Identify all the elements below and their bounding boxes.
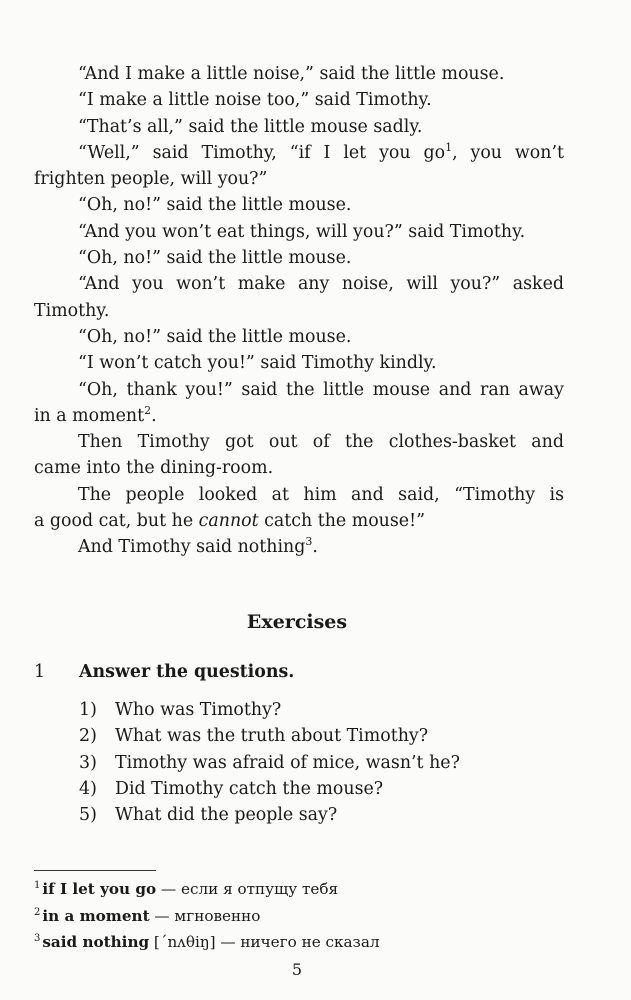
task-instruction: Answer the questions. bbox=[79, 662, 295, 682]
footnote: $^2$ in a moment — мгновенно bbox=[34, 906, 261, 925]
emphasis: cannot bbox=[198, 511, 259, 532]
paragraph: “Oh, no!” said the little mouse. bbox=[78, 195, 352, 216]
paragraph: “And I make a little noise,” said the little mouse. bbox=[78, 64, 505, 84]
paragraph: “And you won’t eat things, will you?” said Timothy. bbox=[78, 221, 526, 242]
footnote-divider bbox=[34, 870, 156, 871]
footnote-ref-3: 3 bbox=[305, 535, 313, 549]
paragraph: “Well,” said Timothy, “if I let you $go^1$, you won’t frighten people, will you?” bbox=[34, 140, 564, 190]
footnote: $^1$ if I let you go — если я отпущу тебя bbox=[34, 880, 339, 898]
list-item: 5) What did the people say? bbox=[79, 805, 338, 826]
footnote-ref-2: 2 bbox=[144, 403, 152, 417]
footnote-ref-1: 1 bbox=[445, 140, 453, 154]
paragraph: “And you won’t make any noise, will you?” asked Timothy. bbox=[34, 274, 564, 321]
paragraph: And Timothy said nothing$^3$. bbox=[78, 535, 318, 558]
exercises-heading: Exercises bbox=[246, 611, 348, 633]
paragraph: “Oh, no!” said the little mouse. bbox=[78, 248, 352, 269]
list-item: 3) Timothy was afraid of mice, wasn’t he? bbox=[79, 752, 460, 773]
list-item: 1) Who was Timothy? bbox=[79, 700, 282, 720]
footnotes bbox=[34, 876, 380, 956]
question-list bbox=[79, 697, 460, 828]
paragraph: “Oh, no!” said the little mouse. bbox=[78, 326, 352, 347]
paragraph: “That’s all,” said the little mouse sadly. bbox=[78, 116, 423, 137]
paragraph: Then Timothy got out of the clothes-basket and came into the dining-room. bbox=[34, 432, 564, 479]
story-text bbox=[34, 61, 564, 561]
paragraph: “Oh, thank you!” said the little mouse and ran away in a moment$^2$. bbox=[34, 379, 564, 426]
list-item: 4) Did Timothy catch the mouse? bbox=[79, 778, 384, 799]
page-number: 5 bbox=[291, 960, 303, 979]
task-number: 1 bbox=[34, 662, 46, 682]
footnote: $^3$ said nothing [ˊnʌθiŋ] — ничего не сказал bbox=[34, 933, 380, 951]
list-item: 2) What was the truth about Timothy? bbox=[79, 726, 429, 747]
paragraph: The people looked at him and said, “Timothy is a good cat, but he cannot catch the mouse!” bbox=[34, 484, 564, 532]
paragraph: “I won’t catch you!” said Timothy kindly. bbox=[78, 353, 437, 374]
paragraph: “I make a little noise too,” said Timothy. bbox=[78, 90, 432, 111]
